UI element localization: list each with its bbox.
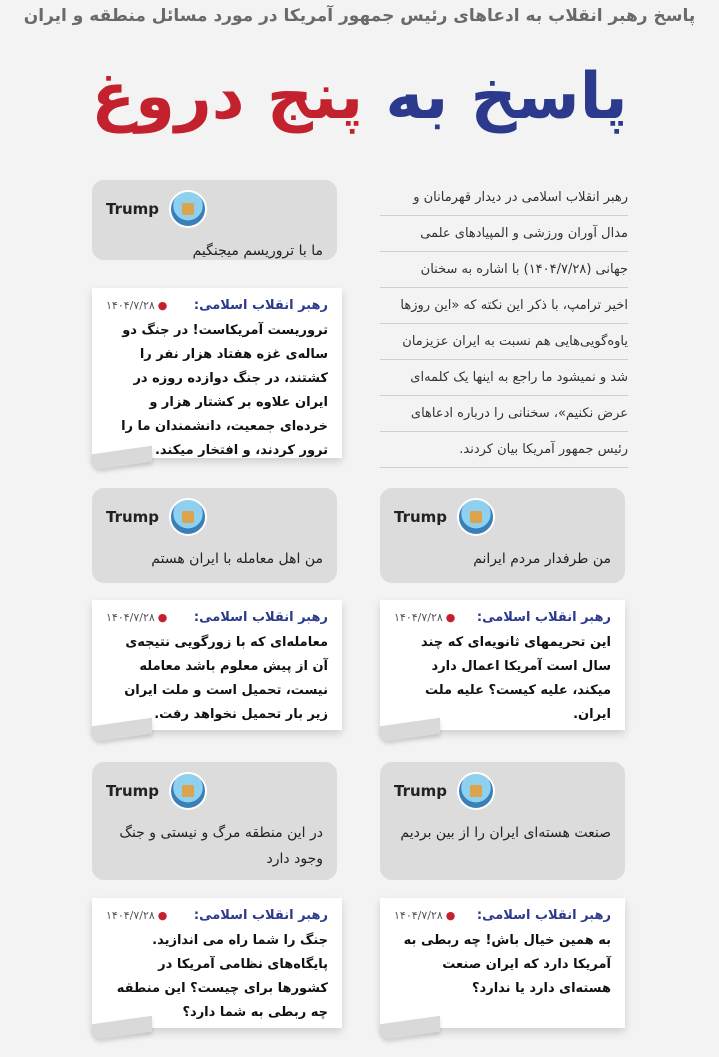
- trump-avatar-icon: [457, 498, 495, 536]
- trump-claim-card: [380, 762, 625, 880]
- trump-claim-text: من طرفدار مردم ایرانم: [473, 551, 611, 567]
- reply-header: [106, 610, 328, 625]
- trump-avatar-icon: [169, 772, 207, 810]
- trump-claim-card: [92, 762, 337, 880]
- trump-name: Trump: [394, 508, 448, 526]
- reply-date-text: ۱۴۰۴/۷/۲۸: [394, 611, 443, 624]
- reply-date: [106, 611, 167, 624]
- intro-line: عرض نکنیم»، سخنانی را درباره ادعاهای: [380, 396, 628, 432]
- reply-date-text: ۱۴۰۴/۷/۲۸: [106, 299, 155, 312]
- trump-header: [106, 772, 323, 810]
- intro-text: [380, 180, 628, 468]
- trump-claim-card: [92, 488, 337, 583]
- intro-line: جهانی (۱۴۰۴/۷/۲۸) با اشاره به سخنان: [380, 252, 628, 288]
- reply-label: رهبر انقلاب اسلامی:: [193, 298, 328, 313]
- trump-claim-text: ما با تروریسم میجنگیم: [192, 243, 323, 259]
- leader-reply-card: [380, 600, 625, 730]
- reply-text: این تحریمهای ثانویه‌ای که چند سال است آمریکا اعمال دارد میکند، علیه کیست؟ علیه ملت ایران.: [420, 635, 611, 722]
- trump-header: [106, 498, 323, 536]
- trump-avatar-icon: [169, 190, 207, 228]
- reply-date: [106, 909, 167, 922]
- trump-claim-text: در این منطقه مرگ و نیستی و جنگ وجود دارد: [119, 825, 323, 867]
- reply-date-text: ۱۴۰۴/۷/۲۸: [394, 909, 443, 922]
- trump-header: [394, 498, 611, 536]
- date-dot-icon: ●: [445, 909, 456, 922]
- trump-claim-card: [380, 488, 625, 583]
- poster-title: [60, 52, 659, 142]
- date-dot-icon: ●: [157, 909, 168, 922]
- date-dot-icon: ●: [157, 299, 168, 312]
- intro-line: رهبر انقلاب اسلامی در دیدار قهرمانان و: [380, 180, 628, 216]
- reply-header: [394, 908, 611, 923]
- intro-line: مدال آوران ورزشی و المپیادهای علمی: [380, 216, 628, 252]
- reply-header: [394, 610, 611, 625]
- poster-subtitle: پاسخ رهبر انقلاب به ادعاهای رئیس جمهور آمریکا در مورد مسائل منطقه و ایران: [23, 6, 696, 26]
- reply-date: [394, 909, 455, 922]
- reply-text: معامله‌ای که با زورگویی نتیجه‌ی آن از پیش معلوم باشد معامله نیست، تحمیل است و ملت ایران زیر بار تحمیل نخواهد رفت.: [124, 635, 328, 722]
- trump-header: [394, 772, 611, 810]
- reply-text: به همین خیال باش! چه ربطی به آمریکا دارد که ایران صنعت هسته‌ای دارد یا ندارد؟: [403, 933, 611, 996]
- reply-header: [106, 908, 328, 923]
- intro-line: شد و نمیشود ما راجع به اینها یک کلمه‌ای: [380, 360, 628, 396]
- trump-name: Trump: [106, 508, 160, 526]
- reply-date-text: ۱۴۰۴/۷/۲۸: [106, 611, 155, 624]
- reply-text: جنگ را شما راه می اندازید. پایگاه‌های نظامی آمریکا در کشورها برای چیست؟ این منطقه چه ربطی به شما دارد؟: [116, 933, 328, 1020]
- leader-reply-card: [92, 600, 342, 730]
- trump-claim-text: من اهل معامله با ایران هستم: [151, 551, 323, 567]
- trump-name: Trump: [106, 782, 160, 800]
- trump-avatar-icon: [457, 772, 495, 810]
- leader-reply-card: [92, 288, 342, 458]
- trump-claim-card: [92, 180, 337, 260]
- intro-line: یاوه‌گویی‌هایی هم نسبت به ایران عزیزمان: [380, 324, 628, 360]
- date-dot-icon: ●: [157, 611, 168, 624]
- reply-label: رهبر انقلاب اسلامی:: [193, 610, 328, 625]
- leader-reply-card: [380, 898, 625, 1028]
- reply-date-text: ۱۴۰۴/۷/۲۸: [106, 909, 155, 922]
- reply-label: رهبر انقلاب اسلامی:: [476, 610, 611, 625]
- reply-label: رهبر انقلاب اسلامی:: [193, 908, 328, 923]
- intro-line: رئیس جمهور آمریکا بیان کردند.: [380, 432, 628, 468]
- leader-reply-card: [92, 898, 342, 1028]
- trump-claim-text: صنعت هسته‌ای ایران را از بین بردیم: [400, 825, 611, 841]
- title-part-red: پنج دروغ: [91, 60, 364, 134]
- trump-name: Trump: [394, 782, 448, 800]
- trump-header: [106, 190, 323, 228]
- reply-text: تروریست آمریکاست! در جنگ دو ساله‌ی غزه هفتاد هزار نفر را کشتند، در جنگ دوازده روزه در ایران علاوه بر کشتار هزار و خرده‌ای جمعیت، دانشمندان ما را ترور کردند، و افتخار میکند.: [121, 323, 328, 458]
- reply-header: [106, 298, 328, 313]
- trump-name: Trump: [106, 200, 160, 218]
- reply-date: [106, 299, 167, 312]
- date-dot-icon: ●: [445, 611, 456, 624]
- title-part-blue: پاسخ به: [385, 60, 628, 134]
- reply-date: [394, 611, 455, 624]
- reply-label: رهبر انقلاب اسلامی:: [476, 908, 611, 923]
- trump-avatar-icon: [169, 498, 207, 536]
- intro-line: اخیر ترامپ، با ذکر این نکته که «این روزها: [380, 288, 628, 324]
